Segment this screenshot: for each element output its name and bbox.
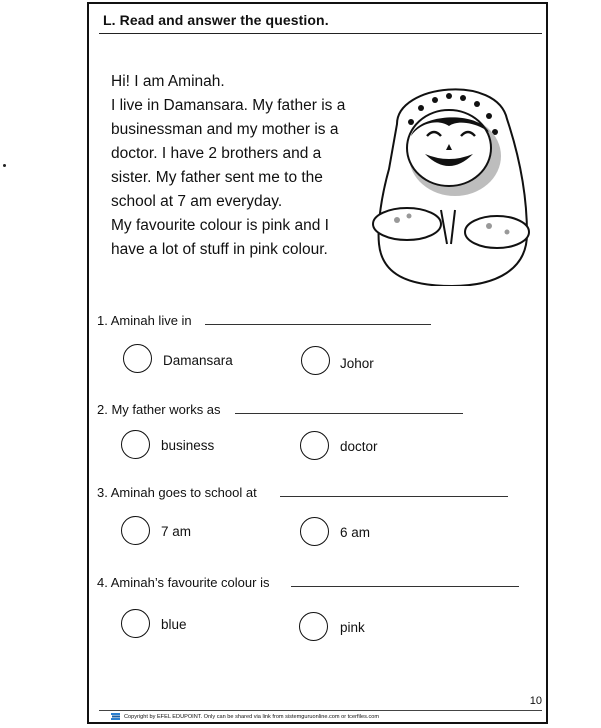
passage-line: school at 7 am everyday. — [111, 193, 283, 210]
answer-blank-4[interactable] — [291, 586, 519, 587]
worksheet-page — [87, 2, 548, 724]
option-label-4a: blue — [161, 617, 187, 632]
option-label-4b: pink — [340, 620, 365, 635]
copyright-text: Copyright by EFEL EDUPOINT. Only can be shared via link from sistemguruonline.com or tcerfiles.com — [124, 713, 380, 720]
option-circle-1b[interactable] — [301, 346, 330, 375]
option-circle-3a[interactable] — [121, 516, 150, 545]
section-heading: L. Read and answer the question. — [103, 12, 329, 28]
option-label-3b: 6 am — [340, 525, 371, 540]
books-icon — [111, 713, 120, 720]
option-label-1b: Johor — [340, 356, 374, 371]
answer-blank-1[interactable] — [205, 324, 431, 325]
question-2: 2. My father works as — [97, 402, 221, 417]
option-label-2b: doctor — [340, 439, 378, 454]
page-number: 10 — [529, 695, 542, 707]
footer — [111, 713, 379, 720]
question-3: 3. Aminah goes to school at — [97, 485, 257, 500]
option-circle-1a[interactable] — [123, 344, 152, 373]
passage-line: My favourite colour is pink and I — [111, 217, 329, 234]
option-circle-2a[interactable] — [121, 430, 150, 459]
passage-line: I live in Damansara. My father is a — [111, 97, 346, 114]
question-1: 1. Aminah live in — [97, 313, 192, 328]
option-circle-3b[interactable] — [300, 517, 329, 546]
stray-dot — [3, 164, 6, 167]
question-4: 4. Aminah’s favourite colour is — [97, 575, 270, 590]
heading-divider — [99, 33, 542, 34]
option-circle-4a[interactable] — [121, 609, 150, 638]
passage-line: doctor. I have 2 brothers and a — [111, 145, 322, 162]
option-circle-2b[interactable] — [300, 431, 329, 460]
passage-line: Hi! I am Aminah. — [111, 73, 225, 90]
option-circle-4b[interactable] — [299, 612, 328, 641]
answer-blank-3[interactable] — [280, 496, 508, 497]
option-label-3a: 7 am — [161, 524, 192, 539]
girl-illustration — [357, 74, 543, 286]
footer-divider — [99, 710, 542, 711]
option-label-2a: business — [161, 438, 215, 453]
passage-line: sister. My father sent me to the — [111, 169, 323, 186]
passage-line: businessman and my mother is a — [111, 121, 339, 138]
passage-line: have a lot of stuff in pink colour. — [111, 241, 328, 258]
option-label-1a: Damansara — [163, 353, 233, 368]
answer-blank-2[interactable] — [235, 413, 463, 414]
reading-passage — [111, 70, 371, 262]
